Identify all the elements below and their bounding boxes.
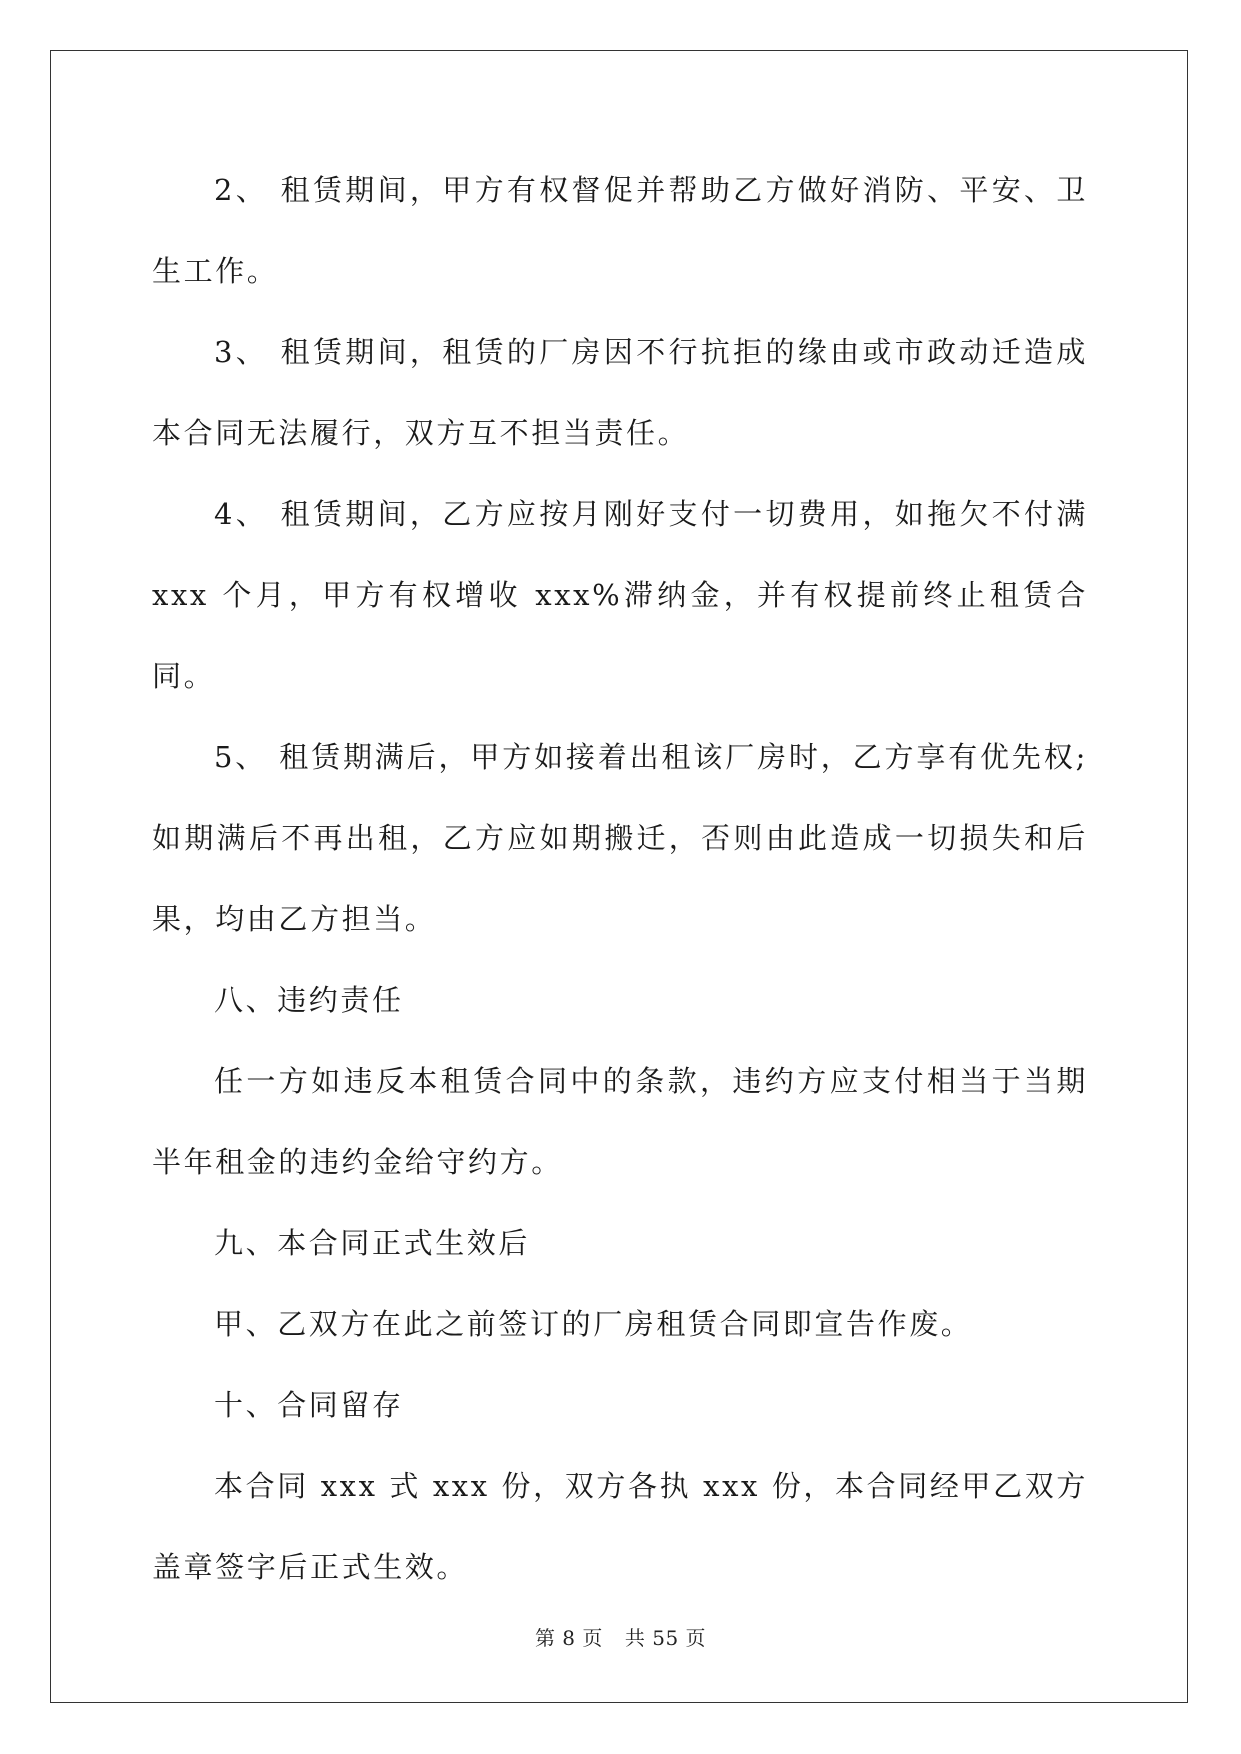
effect-paragraph: 甲、乙双方在此之前签订的厂房租赁合同即宣告作废。 bbox=[214, 1307, 973, 1341]
clause-3-paragraph: 3、 租赁期间，租赁的厂房因不行抗拒的缘由或市政动迁造成本合同无法履行，双方互不担当责任。 bbox=[152, 335, 1088, 450]
document-body bbox=[152, 150, 1088, 1608]
breach-paragraph: 任一方如违反本租赁合同中的条款，违约方应支付相当于当期半年租金的违约金给守约方。 bbox=[152, 1064, 1088, 1179]
section-heading-breach: 八、违约责任 bbox=[214, 983, 404, 1017]
clause-4-paragraph: 4、 租赁期间，乙方应按月刚好支付一切费用，如拖欠不付满 xxx 个月，甲方有权增收 xxx%滞纳金，并有权提前终止租赁合同。 bbox=[152, 497, 1088, 693]
page-footer bbox=[0, 1622, 1241, 1651]
clause-5-paragraph: 5、 租赁期满后，甲方如接着出租该厂房时，乙方享有优先权;如期满后不再出租，乙方应如期搬迁，否则由此造成一切损失和后果，均由乙方担当。 bbox=[152, 740, 1088, 936]
retention-paragraph: 本合同 xxx 式 xxx 份，双方各执 xxx 份，本合同经甲乙双方盖章签字后正式生效。 bbox=[152, 1469, 1088, 1584]
section-heading-retention: 十、合同留存 bbox=[214, 1388, 404, 1422]
clause-2-paragraph: 2、 租赁期间，甲方有权督促并帮助乙方做好消防、平安、卫生工作。 bbox=[152, 173, 1088, 288]
page-number: 第 8 页 bbox=[534, 1626, 603, 1650]
page-total: 共 55 页 bbox=[624, 1626, 707, 1650]
section-heading-effect: 九、本合同正式生效后 bbox=[214, 1226, 531, 1260]
